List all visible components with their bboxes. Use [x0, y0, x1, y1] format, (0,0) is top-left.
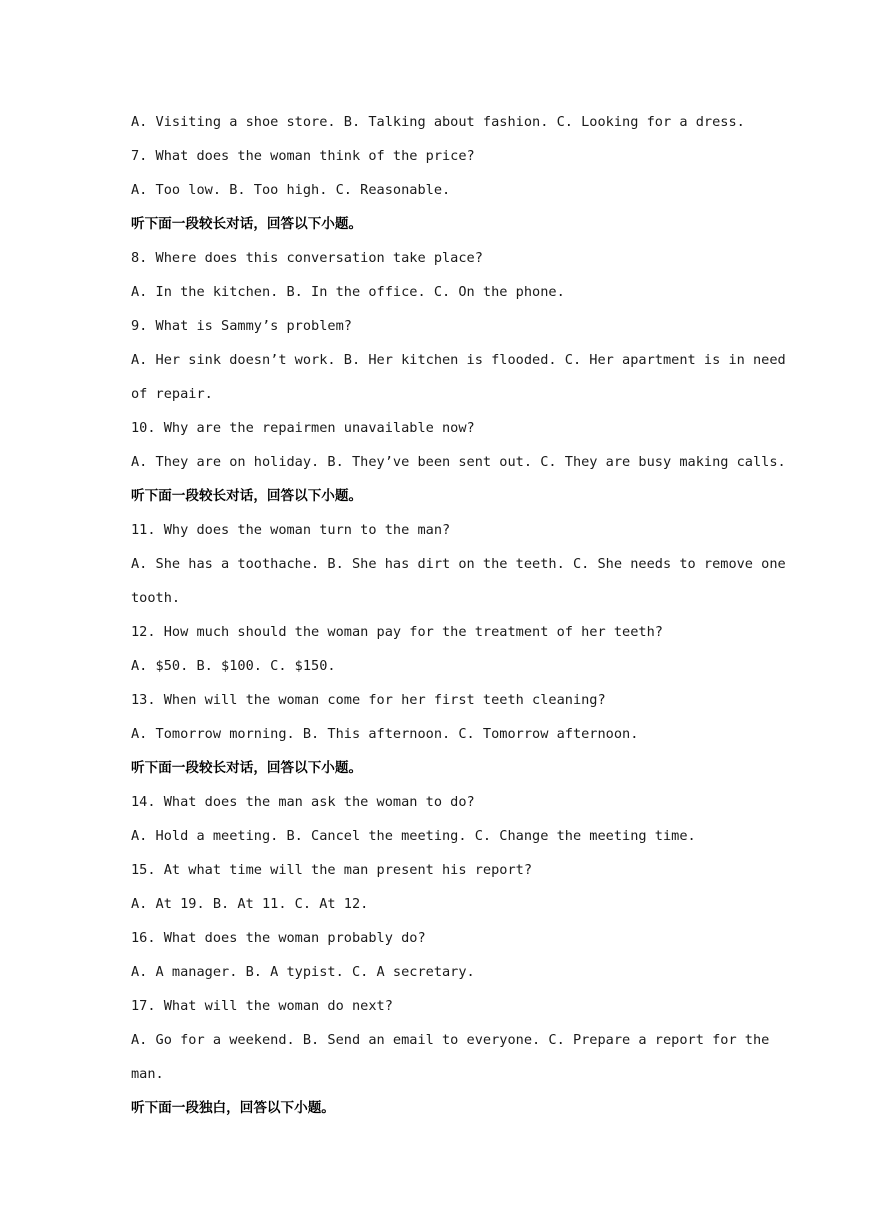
question-8: 8. Where does this conversation take place? — [131, 250, 483, 266]
question-7: 7. What does the woman think of the price? — [131, 148, 475, 164]
section-heading: 听下面一段较长对话，回答以下小题。 — [131, 216, 363, 232]
answer-options: A. $50. B. $100. C. $150. — [131, 658, 336, 674]
section-heading: 听下面一段独白，回答以下小题。 — [131, 1100, 335, 1116]
answer-options: A. Go for a weekend. B. Send an email to everyone. C. Prepare a report for the — [131, 1032, 770, 1048]
answer-options-continued: man. — [131, 1066, 164, 1082]
question-17: 17. What will the woman do next? — [131, 998, 393, 1014]
answer-options: A. Tomorrow morning. B. This afternoon. C. Tomorrow afternoon. — [131, 726, 639, 742]
question-13: 13. When will the woman come for her first teeth cleaning? — [131, 692, 606, 708]
answer-options: A. Her sink doesn’t work. B. Her kitchen is flooded. C. Her apartment is in need — [131, 352, 786, 368]
section-heading: 听下面一段较长对话，回答以下小题。 — [131, 760, 363, 776]
question-14: 14. What does the man ask the woman to do? — [131, 794, 475, 810]
question-9: 9. What is Sammy’s problem? — [131, 318, 352, 334]
answer-options: A. A manager. B. A typist. C. A secretary. — [131, 964, 475, 980]
answer-options: A. She has a toothache. B. She has dirt on the teeth. C. She needs to remove one — [131, 556, 786, 572]
answer-options-continued: of repair. — [131, 386, 213, 402]
question-15: 15. At what time will the man present his report? — [131, 862, 533, 878]
answer-options: A. Hold a meeting. B. Cancel the meeting. C. Change the meeting time. — [131, 828, 696, 844]
question-16: 16. What does the woman probably do? — [131, 930, 426, 946]
answer-options-continued: tooth. — [131, 590, 181, 606]
answer-options: A. Visiting a shoe store. B. Talking about fashion. C. Looking for a dress. — [131, 114, 745, 130]
answer-options: A. In the kitchen. B. In the office. C. On the phone. — [131, 284, 565, 300]
question-11: 11. Why does the woman turn to the man? — [131, 522, 451, 538]
answer-options: A. They are on holiday. B. They’ve been sent out. C. They are busy making calls. — [131, 454, 786, 470]
answer-options: A. At 19. B. At 11. C. At 12. — [131, 896, 369, 912]
answer-options: A. Too low. B. Too high. C. Reasonable. — [131, 182, 451, 198]
question-12: 12. How much should the woman pay for the treatment of her teeth? — [131, 624, 663, 640]
exam-page — [131, 108, 786, 1128]
question-10: 10. Why are the repairmen unavailable now? — [131, 420, 475, 436]
section-heading: 听下面一段较长对话，回答以下小题。 — [131, 488, 363, 504]
